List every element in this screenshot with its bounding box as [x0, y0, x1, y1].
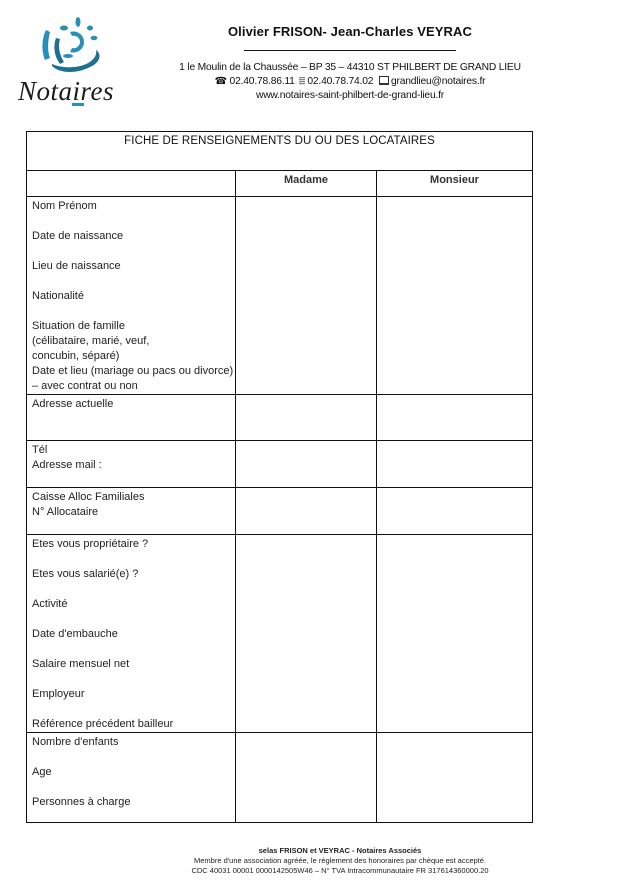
field-label: Date d'embauche: [32, 628, 118, 640]
madame-input-cell[interactable]: [236, 488, 377, 535]
label-spacer: [32, 702, 235, 717]
monsieur-input-cell[interactable]: [377, 395, 533, 441]
section-labels: [27, 733, 236, 823]
column-header-empty: [27, 171, 236, 197]
section-identity: [27, 197, 533, 395]
label-spacer: [32, 214, 235, 229]
section-labels: [27, 535, 236, 733]
email-address[interactable]: grandlieu@notaires.fr: [390, 76, 486, 87]
email-icon: [379, 76, 389, 85]
field-label: – avec contrat ou non: [32, 380, 138, 392]
field-label: Salaire mensuel net: [32, 658, 130, 670]
monsieur-input-cell[interactable]: [377, 733, 533, 823]
column-header-monsieur: Monsieur: [377, 171, 533, 197]
address: 1 le Moulin de la Chaussée – BP 35 – 44310 ST PHILBERT DE GRAND LIEU: [179, 62, 521, 73]
fax-number: 02.40.78.74.02: [307, 76, 374, 87]
section-family-allowance: [27, 488, 533, 535]
fax-icon: [299, 77, 305, 85]
field-label: Etes vous propriétaire ?: [32, 538, 149, 550]
field-label: (célibataire, marié, veuf,: [32, 335, 150, 347]
footer-registration: CDC 40031 00001 0000142505W46 – N° TVA Intracommunautaire FR 317614360000.20: [191, 866, 489, 875]
field-label: Etes vous salarié(e) ?: [32, 568, 139, 580]
field-label: Adresse actuelle: [32, 398, 114, 410]
phone-number: 02.40.78.86.11: [229, 76, 295, 87]
field-label: Date de naissance: [32, 230, 124, 242]
phone-icon: ☎: [214, 76, 227, 87]
monsieur-input-cell[interactable]: [377, 488, 533, 535]
label-spacer: [32, 244, 235, 259]
madame-input-cell[interactable]: [236, 733, 377, 823]
column-header-row: [27, 171, 533, 197]
field-label: Nom Prénom: [32, 200, 97, 212]
label-spacer: [32, 642, 235, 657]
section-children: [27, 733, 533, 823]
section-contact: [27, 441, 533, 488]
section-labels: [27, 395, 236, 441]
form-title-row: [27, 132, 533, 171]
section-labels: [27, 441, 236, 488]
notaries-names: Olivier FRISON- Jean-Charles VEYRAC: [227, 24, 473, 39]
label-spacer: [32, 780, 235, 795]
field-label: Tél: [32, 444, 48, 456]
monsieur-input-cell[interactable]: [377, 197, 533, 395]
header-divider: [244, 50, 456, 51]
field-label: N° Allocataire: [32, 506, 99, 518]
field-label: Activité: [32, 598, 68, 610]
madame-input-cell[interactable]: [236, 535, 377, 733]
field-label: Lieu de naissance: [32, 260, 121, 272]
label-spacer: [32, 552, 235, 567]
field-label: Situation de famille: [32, 320, 125, 332]
section-labels: [27, 488, 236, 535]
label-spacer: [32, 672, 235, 687]
field-label: Caisse Alloc Familiales: [32, 491, 145, 503]
monsieur-input-cell[interactable]: [377, 441, 533, 488]
letterhead: [160, 24, 540, 103]
field-label: Nombre d'enfants: [32, 736, 119, 748]
form-title: FICHE DE RENSEIGNEMENTS DU OU DES LOCATAIRES: [27, 132, 533, 171]
label-spacer: [32, 612, 235, 627]
field-label: Nationalité: [32, 290, 84, 302]
label-spacer: [32, 582, 235, 597]
field-label: Personnes à charge: [32, 796, 131, 808]
field-label: Date et lieu (mariage ou pacs ou divorce): [32, 365, 234, 377]
madame-input-cell[interactable]: [236, 441, 377, 488]
label-spacer: [32, 750, 235, 765]
field-label: Référence précédent bailleur: [32, 718, 174, 730]
tenant-info-form: [26, 131, 533, 823]
monsieur-input-cell[interactable]: [377, 535, 533, 733]
label-spacer: [32, 304, 235, 319]
column-header-madame: Madame: [236, 171, 377, 197]
logo-text: Notaires: [18, 76, 115, 106]
website[interactable]: www.notaires-saint-philbert-de-grand-lieu.fr: [255, 90, 445, 101]
field-label: concubin, séparé): [32, 350, 120, 362]
label-spacer: [32, 274, 235, 289]
madame-input-cell[interactable]: [236, 395, 377, 441]
field-label: Adresse mail :: [32, 459, 102, 471]
footer-firm: selas FRISON et VEYRAC - Notaires Associés: [258, 846, 422, 855]
footer: [150, 846, 530, 876]
section-address: [27, 395, 533, 441]
section-employment: [27, 535, 533, 733]
madame-input-cell[interactable]: [236, 197, 377, 395]
footer-membership: Membre d'une association agréée, le règlement des honoraires par chèque est accepté.: [193, 856, 487, 865]
field-label: Age: [32, 766, 52, 778]
contact-line: [160, 75, 540, 89]
notaires-logo: [8, 8, 143, 108]
field-label: Employeur: [32, 688, 85, 700]
section-labels: [27, 197, 236, 395]
